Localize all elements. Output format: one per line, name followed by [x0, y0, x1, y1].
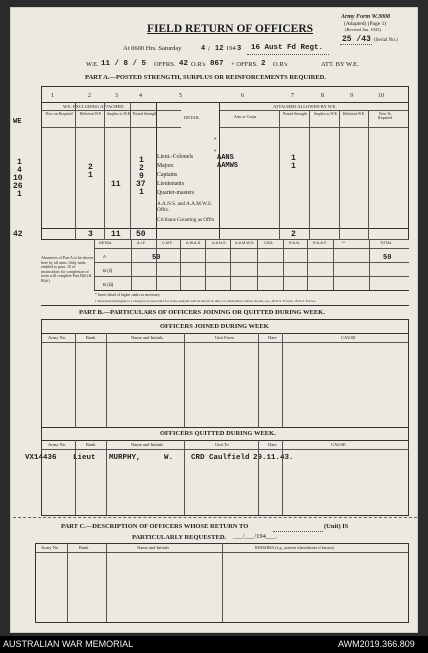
absent-col-detail: DETAIL [99, 241, 113, 245]
part-b-title: PART B.—PARTICULARS OF OFFICERS JOINING OR QUITTED DURING WEEK. [79, 309, 325, 316]
rank-aans-aamws: A.A.N.S. and A.A.M.W.S. Offrs. [157, 201, 213, 213]
col-att-required: Now To Required [378, 112, 392, 120]
joined-col-rank: Rank [86, 335, 96, 340]
absent-col-aans: A.A.N.S. [212, 241, 227, 245]
we-margin-label: WE [13, 118, 22, 126]
ors-value: 867 [210, 60, 224, 68]
rank-civilians: Civilians Counting as Offrs [157, 217, 215, 223]
att-posted-2: 1 [291, 162, 296, 171]
serial-number: 25 /43 [342, 35, 371, 44]
posted-qm: 1 [139, 188, 144, 197]
col-number-3: 3 [115, 93, 118, 99]
perforation-line [13, 517, 417, 518]
form-title: FIELD RETURN OF OFFICERS [147, 23, 314, 35]
quitted-unit-to: CRD Caulfield [191, 454, 250, 462]
rank-lt-colonels: Lieut.-Colonels [157, 154, 194, 160]
date-sep-1: / [208, 45, 210, 53]
posted-ltcol: 1 [139, 156, 144, 165]
at-hours-label: At 0600 Hrs. Saturday [123, 45, 182, 52]
total-we: 42 [13, 230, 23, 239]
deficient-capt: 1 [88, 171, 93, 180]
we-value-major: 4 [17, 166, 22, 175]
year-suffix: 3 [237, 45, 242, 53]
ors-label-2: O.R's [273, 61, 288, 68]
form-adapted: (Adapted) (Page 1) [344, 21, 387, 27]
joined-col-unit-from: Unit From [215, 335, 234, 340]
col-number-2: 2 [88, 93, 91, 99]
form-revised: (Revised Jan. 1943) [345, 27, 381, 32]
absent-col-civil: CIVIL [264, 241, 274, 245]
part-c-date-line: ___/___/194___. [233, 533, 278, 540]
posted-capt: 9 [139, 172, 144, 181]
we-value-ltcol: 1 [17, 158, 22, 167]
we-value: 11 / 8 / 5 [101, 60, 147, 68]
posted-lieut: 37 [136, 180, 146, 189]
part-c-col-remarks: REMARKS (e.g., present whereabouts if known). [255, 545, 335, 550]
col-number-10: 10 [378, 93, 384, 99]
rank-quartermasters: Quarter-masters [157, 190, 195, 196]
joined-col-army-no: Army No. [48, 335, 67, 340]
rank-lieutenants: Lieutenants [157, 181, 185, 187]
part-c-col-army-no: Army No. [41, 545, 60, 550]
star-marker-1: * [214, 138, 217, 143]
total-surplus: 11 [111, 230, 121, 239]
absent-aif-value: 50 [152, 254, 161, 262]
absent-col-other: ** [342, 241, 345, 245]
date-month: 12 [215, 45, 224, 53]
offrs-value: 42 [179, 60, 189, 68]
we-value-qm: 1 [17, 190, 22, 199]
part-a-title: PART A.—POSTED STRENGTH, SURPLUS OR REINFORCEMENTS REQUIRED. [85, 74, 326, 81]
joined-title: OFFICERS JOINED DURING WEEK [160, 323, 269, 330]
att-posted-1: 1 [291, 154, 296, 163]
col-number-1: 1 [51, 93, 54, 99]
archive-footer [0, 636, 428, 653]
footnote-categories: † Personnel belonging to a category not provided for in the analysis will be shown in this Col. Particulars will be shown, e.g., 28 U.S. Forces, 18 N.Z. Forces. [95, 299, 316, 303]
col-att-surplus: Surplus to W.E. [314, 112, 338, 116]
col-att-posted: Posted Strength [283, 112, 307, 116]
total-att-posted: 2 [291, 230, 296, 239]
quitted-col-cause: CAUSE [331, 442, 346, 447]
quitted-title: OFFICERS QUITTED DURING WEEK. [160, 430, 276, 437]
col-number-5: 5 [179, 93, 182, 99]
att-by-we-label: ATT. BY W.E. [321, 61, 359, 68]
joined-col-date: Date [268, 335, 277, 340]
date-day: 4 [201, 45, 206, 53]
absent-total-value: 50 [383, 254, 392, 262]
arm-aans: AANS [217, 154, 234, 162]
absent-col-aamws: A.A.M.W.S. [235, 241, 255, 245]
footnote-higher-ranks: * Insert detail of higher ranks as necessary. [95, 293, 161, 297]
joined-col-cause: CAUSE [341, 335, 356, 340]
quitted-col-name: Name and Initials [131, 442, 163, 447]
we-label: W.E. [86, 61, 99, 68]
part-c-title-line1: PART C.—DESCRIPTION OF OFFICERS WHOSE RETURN TO [61, 523, 249, 530]
footer-accession-number: AWM2019.366.809 [338, 639, 415, 649]
col-number-4: 4 [139, 93, 142, 99]
detail-header: DETAIL [184, 115, 200, 120]
absent-row-bii: B.(ii) [103, 268, 113, 273]
rank-captains: Captains [157, 172, 178, 178]
col-number-8: 8 [321, 93, 324, 99]
col-arm-corps: Arm or Corps [234, 114, 257, 119]
absent-row-a: A [103, 254, 107, 259]
absent-col-aif: A.I.F. [137, 241, 146, 245]
arm-aamws: AAMWS [217, 162, 239, 170]
deficient-major: 2 [88, 163, 93, 172]
quitted-initials: W. [164, 454, 174, 462]
col-surplus: Surplus to W.E. [107, 112, 131, 116]
surplus-lieut: 11 [111, 180, 121, 189]
quitted-army-no: VX14436 [25, 454, 57, 462]
quitted-col-date: Date [268, 442, 277, 447]
absent-col-total: TOTAL [380, 241, 392, 245]
plus-offrs-label: + OFFRS. [231, 61, 258, 68]
star-marker-2: * [214, 150, 217, 155]
absent-row-biii: B.(iii) [103, 282, 114, 287]
col-att-deficient: Deficient W.E. [342, 112, 366, 116]
part-c-col-rank: Rank [79, 545, 89, 550]
ors-label: O.R's [191, 61, 206, 68]
col-number-9: 9 [350, 93, 353, 99]
form-page [10, 7, 418, 633]
absent-col-raaf: R.A.A.F. [313, 241, 327, 245]
we-value-capt: 10 [13, 174, 23, 183]
part-c-title-line2: PARTICULARLY REQUESTED. [132, 534, 227, 541]
quitted-col-rank: Rank [86, 442, 96, 447]
attached-header: ATTACHED ALLOWED BY W.E. [273, 104, 337, 109]
col-number-6: 6 [241, 93, 244, 99]
col-number-7: 7 [291, 93, 294, 99]
footer-institution: AUSTRALIAN WAR MEMORIAL [3, 639, 134, 649]
we-excluding-header: W.E. EXCLUDING ATTACHED [63, 104, 124, 109]
joined-col-name: Name and Initials [131, 335, 163, 340]
quitted-col-army-no: Army No. [48, 442, 67, 447]
unit-name: 16 Aust Fd Regt. [251, 44, 324, 52]
col-posted: Posted Strength [133, 112, 157, 116]
absent-col-ran: R.A.N. [289, 241, 301, 245]
year-prefix: 194 [226, 45, 236, 52]
absent-col-awas: A.W.A.S. [186, 241, 202, 245]
absentees-note: Absentees of Part A to be shown here by all units. Only units entitled to para. 10 of instructions for completion of form will complete Part B(ii) & B(iii). [41, 255, 93, 283]
absent-col-cmf: C.M.F. [162, 241, 173, 245]
total-posted: 50 [136, 230, 146, 239]
rank-majors: Majors [157, 163, 174, 169]
quitted-date: 29.11.43. [253, 454, 294, 462]
part-c-col-name: Name and Initials [137, 545, 169, 550]
total-deficient: 3 [88, 230, 93, 239]
serial-label: (Serial No.) [374, 38, 398, 43]
quitted-rank: Lieut [73, 454, 96, 462]
form-number: Army Form W.3008 [341, 14, 390, 20]
part-c-unit-label: (Unit) IS [324, 523, 349, 530]
posted-major: 2 [139, 164, 144, 173]
col-now-required: Now on Required [45, 112, 73, 116]
offrs-label: OFFRS. [154, 61, 176, 68]
plus-offrs-value: 2 [261, 60, 266, 68]
col-deficient: Deficient W.E. [79, 112, 103, 116]
quitted-name: MURPHY, [109, 454, 141, 462]
quitted-col-unit-to: Unit To [215, 442, 229, 447]
we-value-lieut: 26 [13, 182, 23, 191]
